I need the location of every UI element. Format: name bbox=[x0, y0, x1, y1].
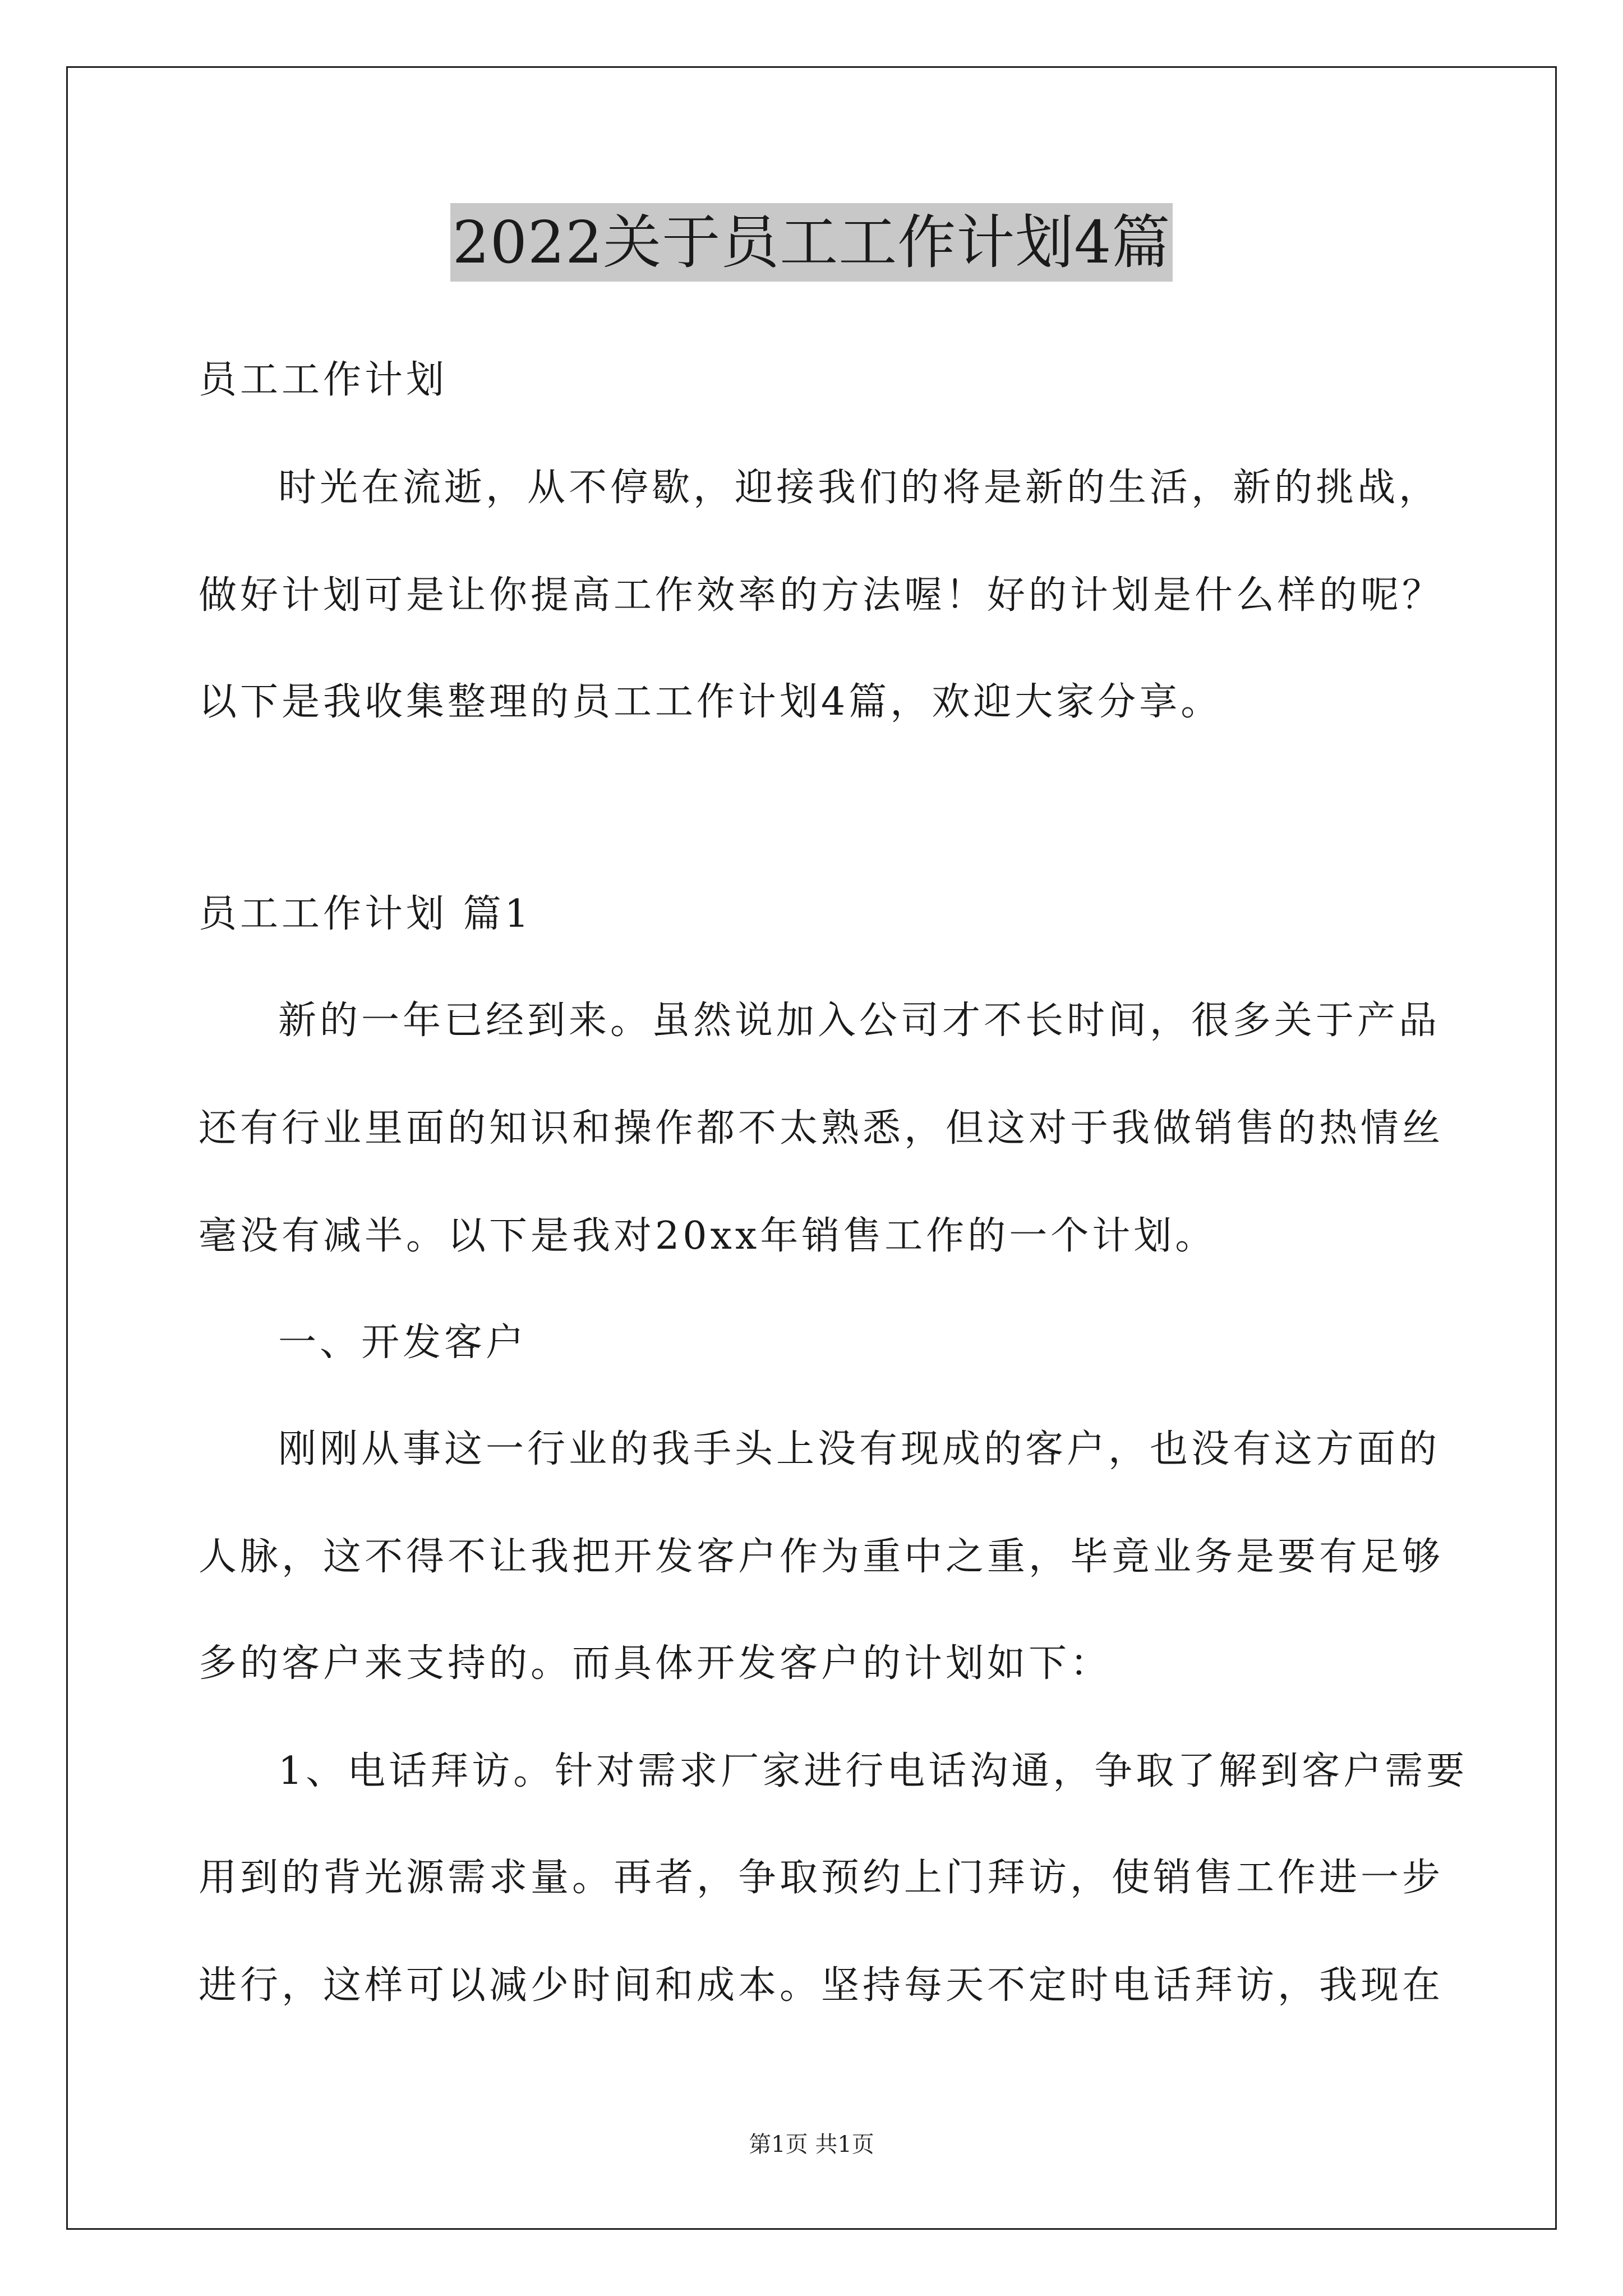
title-container bbox=[0, 203, 1623, 282]
paragraph-line: 1、电话拜访。针对需求厂家进行电话沟通，争取了解到客户需要 bbox=[278, 1749, 1468, 1793]
page-footer: 第1页 共1页 bbox=[749, 2132, 874, 2157]
subheading: 一、开发客户 bbox=[278, 1320, 528, 1365]
paragraph-line: 用到的背光源需求量。再者，争取预约上门拜访，使销售工作进一步 bbox=[199, 1856, 1444, 1900]
paragraph-line: 人脉，这不得不让我把开发客户作为重中之重，毕竟业务是要有足够 bbox=[199, 1535, 1444, 1579]
paragraph-line: 进行，这样可以减少时间和成本。坚持每天不定时电话拜访，我现在 bbox=[199, 1963, 1444, 2008]
paragraph-line: 还有行业里面的知识和操作都不太熟悉，但这对于我做销售的热情丝 bbox=[199, 1106, 1444, 1151]
section-heading: 员工工作计划 篇1 bbox=[199, 892, 532, 936]
paragraph-line: 毫没有减半。以下是我对20xx年销售工作的一个计划。 bbox=[199, 1214, 1217, 1258]
paragraph-line: 以下是我收集整理的员工工作计划4篇，欢迎大家分享。 bbox=[199, 680, 1223, 724]
paragraph-line: 新的一年已经到来。虽然说加入公司才不长时间，很多关于产品 bbox=[278, 999, 1441, 1043]
document-title: 2022关于员工工作计划4篇 bbox=[450, 203, 1173, 282]
section-heading: 员工工作计划 bbox=[199, 358, 448, 402]
paragraph-line: 时光在流逝，从不停歇，迎接我们的将是新的生活，新的挑战， bbox=[278, 466, 1441, 510]
paragraph-line: 刚刚从事这一行业的我手头上没有现成的客户，也没有这方面的 bbox=[278, 1427, 1441, 1471]
paragraph-line: 做好计划可是让你提高工作效率的方法喔！好的计划是什么样的呢？ bbox=[199, 573, 1444, 618]
paragraph-line: 多的客户来支持的。而具体开发客户的计划如下： bbox=[199, 1641, 1112, 1686]
